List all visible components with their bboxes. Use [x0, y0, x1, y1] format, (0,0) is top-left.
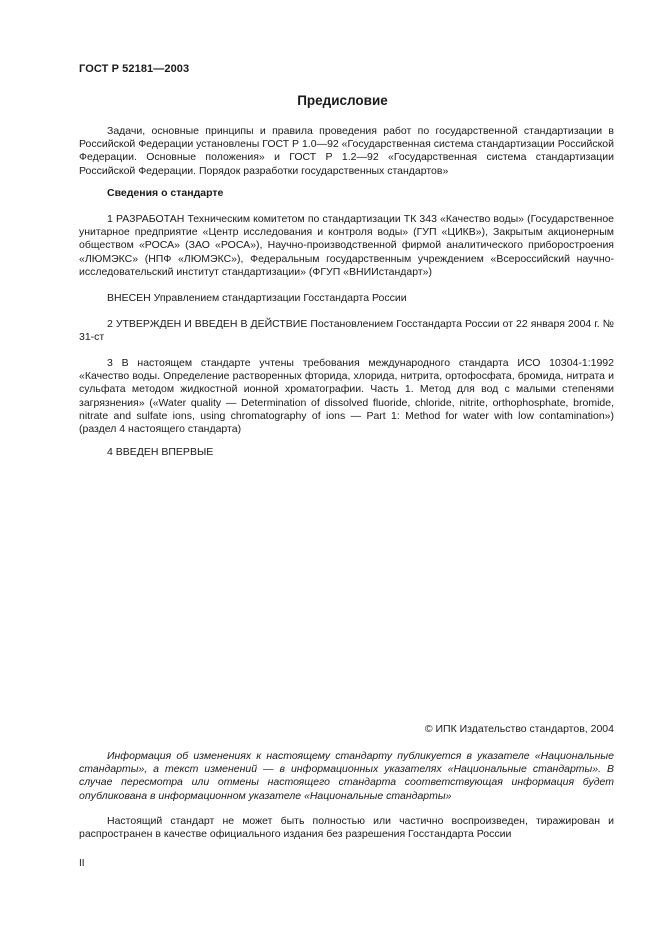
reproduction-notice: Настоящий стандарт не может быть полностью или частично воспроизведен, тиражирован и распространен в качестве официального издания без разрешения Госстандарта России: [79, 815, 614, 841]
item-3-iso-reference: 3 В настоящем стандарте учтены требования международного стандарта ИСО 10304-1:1992 «Качество воды. Определение растворенных фторида, хлорида, нитрита, ортофосфата, бромида, нитрата и сульфата методом жидкостной ионной хроматографии. Часть 1. Метод для вод с малыми степенями загрязнения» («Water quality — Determination of dissolved fluoride, chloride, nitrite, orthophosphate, bromide, nitrate and sulfate ions, using chromatography of ions — Part 1: Method for water with low contamination») (раздел 4 настоящего стандарта): [79, 357, 614, 436]
intro-paragraph: Задачи, основные принципы и правила проведения работ по государственной стандартизации в Российской Федерации установлены ГОСТ Р 1.0—92 «Государственная система стандартизации Российской Федерации. Основные положения» и ГОСТ Р 1.2—92 «Государственная система стандартизации Российской Федерации. Порядок разработки государственных стандартов»: [79, 125, 614, 177]
info-heading: Сведения о стандарте: [107, 187, 224, 199]
page-number: II: [79, 858, 85, 869]
standard-code: ГОСТ Р 52181—2003: [79, 63, 190, 75]
page-title: Предисловие: [297, 93, 388, 108]
changes-notice: Информация об изменениях к настоящему стандарту публикуется в указателе «Национальные стандарты», а текст изменений — в информационных указателях «Национальные стандарты». В случае пересмотра или отмены настоящего стандарта соответствующая информация будет опубликована в информационном указателе «Национальные стандарты»: [79, 750, 614, 802]
copyright-line: © ИПК Издательство стандартов, 2004: [424, 723, 614, 735]
item-2-approved: 2 УТВЕРЖДЕН И ВВЕДЕН В ДЕЙСТВИЕ Постановлением Госстандарта России от 22 января 2004 г. № 31-ст: [79, 318, 614, 344]
item-1-introduced: ВНЕСЕН Управлением стандартизации Госстандарта России: [107, 292, 407, 304]
item-1-developed: 1 РАЗРАБОТАН Техническим комитетом по стандартизации ТК 343 «Качество воды» (Государственное унитарное предприятие «Центр исследования и контроля воды» (ГУП «ЦИКВ»), Закрытым акционерным обществом «РОСА» (ЗАО «РОСА»), Научно-производственной фирмой аналитического приборостроения «ЛЮМЭКС» (НПФ «ЛЮМЭКС»), Федеральным государственным учреждением «Всероссийский научно-исследовательский институт стандартизации» (ФГУП «ВНИИстандарт»): [79, 213, 614, 278]
item-4-first-introduced: 4 ВВЕДЕН ВПЕРВЫЕ: [107, 446, 214, 458]
